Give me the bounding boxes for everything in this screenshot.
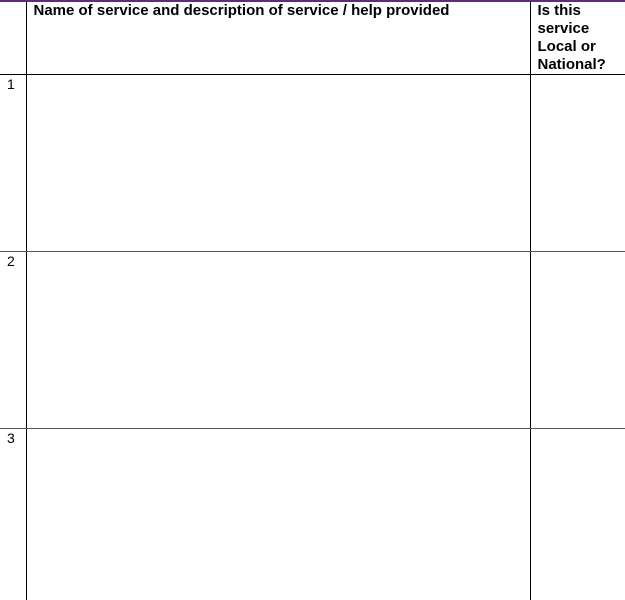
row-number: 1 [0,75,26,252]
scope-cell[interactable] [530,252,625,429]
description-cell[interactable] [26,429,530,600]
table-row [0,429,625,600]
services-table [0,2,625,600]
row-number: 2 [0,252,26,429]
scope-cell[interactable] [530,75,625,252]
table-row [0,75,625,252]
table-header-row [0,2,625,75]
table-row [0,252,625,429]
header-description: Name of service and description of service / help provided [26,2,530,75]
scope-cell[interactable] [530,429,625,600]
description-cell[interactable] [26,75,530,252]
header-number [0,2,26,75]
header-scope: Is this service Local or National? [530,2,625,75]
row-number: 3 [0,429,26,600]
description-cell[interactable] [26,252,530,429]
